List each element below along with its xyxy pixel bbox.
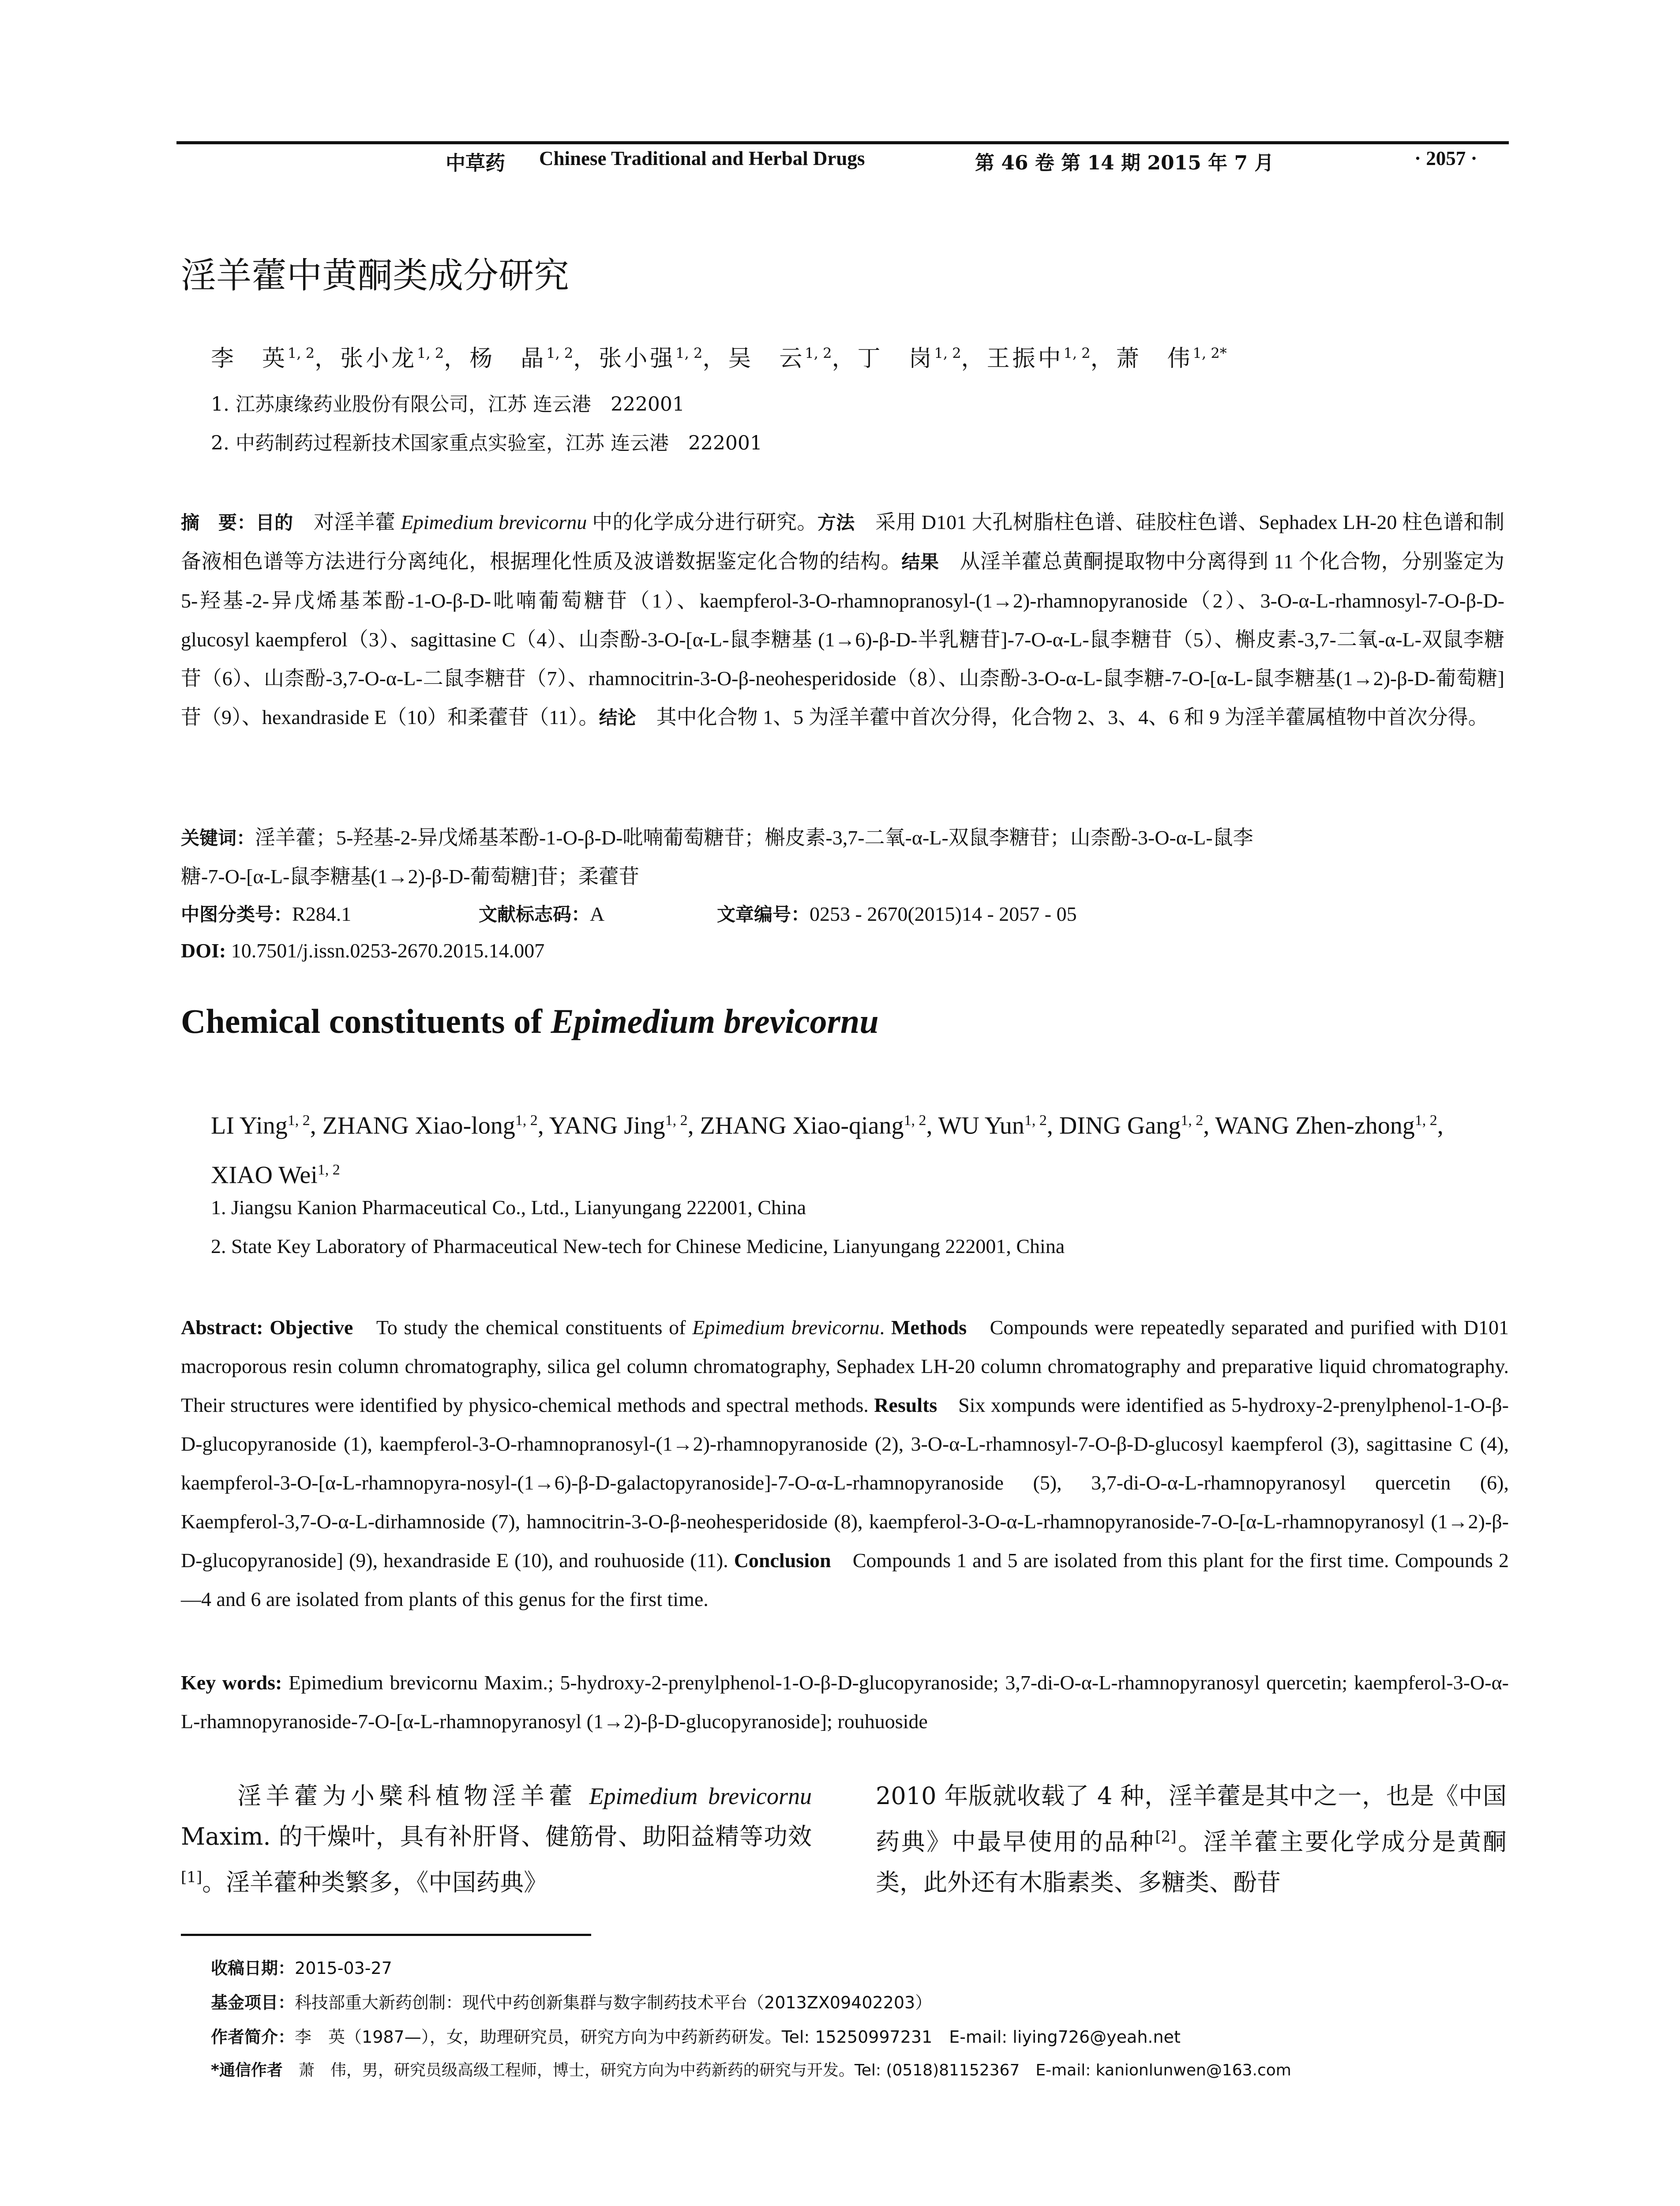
- cn-author-name: 萧 伟: [1116, 345, 1193, 372]
- cn-author-affiliation-mark: 1, 2: [546, 345, 574, 362]
- en-author-affiliation-mark: 1, 2: [1024, 1112, 1047, 1129]
- issue-info: 第 46 卷 第 14 期 2015 年 7 月: [975, 152, 1274, 174]
- en-author-separator: ,: [1046, 1112, 1059, 1140]
- english-affiliation-1: 1. Jiangsu Kanion Pharmaceutical Co., Ltd., Lianyungang 222001, China: [211, 1196, 806, 1219]
- en-author-affiliation-mark: 1, 2: [317, 1161, 340, 1178]
- footnote-rule: [181, 1934, 591, 1936]
- conclusion-text: 其中化合物 1、5 为淫羊藿中首次分得，化合物 2、3、4、6 和 9 为淫羊藿属植物中首次分得。: [636, 706, 1489, 728]
- en-author-separator: ,: [1437, 1112, 1444, 1140]
- objective-label: 目的: [255, 512, 293, 533]
- en-author-separator: ,: [537, 1112, 549, 1140]
- fund-label: 基金项目：: [211, 1993, 295, 2012]
- cn-author-separator: ，: [702, 345, 728, 372]
- journal-name-cn: 中草药: [446, 151, 506, 175]
- en-author-affiliation-mark: 1, 2: [1414, 1112, 1437, 1129]
- en-author-affiliation-mark: 1, 2: [904, 1112, 926, 1129]
- doc-code-label: 文献标志码：: [479, 904, 590, 925]
- en-author-affiliation-mark: 1, 2: [1181, 1112, 1204, 1129]
- results-label: 结果: [901, 551, 939, 573]
- cn-author-separator: ，: [1090, 345, 1116, 372]
- keywords-label: 关键词：: [181, 827, 255, 849]
- author-bio-label: 作者简介：: [211, 2027, 295, 2047]
- english-title-species: Epimedium brevicornu: [551, 1002, 879, 1040]
- en-author-separator: ,: [926, 1112, 938, 1140]
- cn-author-name: 杨 晶: [469, 345, 547, 372]
- cn-author-affiliation-mark: 1, 2*: [1192, 345, 1227, 362]
- english-keywords: [181, 1663, 1509, 1741]
- page-number: · 2057 ·: [1414, 147, 1478, 169]
- article-number-value: 0253 - 2670(2015)14 - 2057 - 05: [810, 903, 1077, 925]
- english-affiliation-2: 2. State Key Laboratory of Pharmaceutical New-tech for Chinese Medicine, Lianyungang 222001, China: [211, 1235, 1065, 1257]
- conclusion-label: 结论: [599, 707, 636, 728]
- english-methods-text: Compounds were repeatedly separated and purified with D101 macroporous resin column chromatography, silica gel column chromatography, Sephadex LH-20 column chromatography and preparative liquid chromatography. Their structures were identified by physico-chemical methods and spectral methods.: [181, 1316, 1509, 1416]
- footnote-corresponding: [211, 2058, 1291, 2080]
- body-column-left: [181, 1776, 812, 1903]
- cn-author-name: 吴 云: [728, 345, 805, 372]
- body-column-right: [876, 1776, 1507, 1903]
- cn-author-affiliation-mark: 1, 2: [1063, 345, 1091, 362]
- en-author-separator: ,: [687, 1112, 700, 1140]
- doi-value: 10.7501/j.issn.0253-2670.2015.14.007: [226, 939, 545, 962]
- en-author-name: WANG Zhen-zhong: [1215, 1112, 1415, 1140]
- en-author-name: YANG Jing: [549, 1112, 665, 1140]
- body-right-end: 。淫羊藿主要化学成分是黄酮类，此外还有木脂素类、多糖类、酚苷: [876, 1828, 1507, 1896]
- cn-author-affiliation-mark: 1, 2: [675, 345, 703, 362]
- abstract-label: 摘 要：: [181, 512, 256, 533]
- english-abstract: [181, 1308, 1509, 1619]
- corresponding-label: *通信作者: [211, 2061, 283, 2079]
- en-author-name: WU Yun: [938, 1112, 1024, 1140]
- english-abstract-label: Abstract: Objective: [181, 1316, 353, 1339]
- citation-ref-2[interactable]: [2]: [1155, 1828, 1177, 1846]
- en-author-name: DING Gang: [1059, 1112, 1181, 1140]
- author-bio-value: 李 英（1987—），女，助理研究员，研究方向为中药新药研发。Tel: 15250997231 E-mail: liying726@yeah.net: [295, 2027, 1181, 2047]
- body-right-text: 2010 年版就收载了 4 种，淫羊藿是其中之一，也是《中国药典》中最早使用的品种: [876, 1782, 1507, 1856]
- cn-author-separator: ，: [573, 345, 599, 372]
- cn-author-affiliation-mark: 1, 2: [934, 345, 961, 362]
- received-value: 2015-03-27: [295, 1958, 392, 1978]
- cn-author-affiliation-mark: 1, 2: [417, 345, 444, 362]
- received-label: 收稿日期：: [211, 1958, 295, 1978]
- results-text: 从淫羊藿总黄酮提取物中分离得到 11 个化合物，分别鉴定为 5-羟基-2-异戊烯基苯酚-1-O-β-D-吡喃葡萄糖苷（1）、kaempferol-3-O-rhamnopranosyl-(1→2)-rhamnopyranoside（2）、3-O-α-L-rhamnosyl-7-O-β-D-glucosyl kaempferol（3）、sagittasine C（4）、山柰酚-3-O-[α-L-鼠李糖基 (1→6)-β-D-半乳糖苷]-7-O-α-L-鼠李糖苷（5）、槲皮素-3,7-二氧-α-L-双鼠李糖苷（6）、山柰酚-3,7-O-α-L-二鼠李糖苷（7）、rhamnocitrin-3-O-β-neohesperidoside（8）、山柰酚-3-O-α-L-鼠李糖-7-O-[α-L-鼠李糖基(1→2)-β-D-葡萄糖] 苷（9）、hexandraside E（10）和柔藿苷（11）。: [181, 550, 1505, 728]
- body-left-text: 淫羊藿为小檗科植物淫羊藿: [181, 1782, 589, 1810]
- english-title: [181, 1002, 879, 1041]
- chinese-affiliation-2: 2. 中药制药过程新技术国家重点实验室，江苏 连云港 222001: [211, 432, 762, 454]
- article-number-line: [717, 900, 1077, 927]
- en-author-name: LI Ying: [211, 1112, 288, 1140]
- english-keywords-label: Key words:: [181, 1671, 282, 1694]
- cn-author-name: 张小龙: [340, 345, 417, 372]
- doi-label: DOI:: [181, 939, 226, 962]
- english-results-text: Six xompunds were identified as 5-hydroxy-2-prenylphenol-1-O-β-D-glucopyranoside (1), kaempferol-3-O-rhamnopranosyl-(1→2)-rhamnopyranoside (2), 3-O-α-L-rhamnosyl-7-O-β-D-glucosyl kaempferol (3), sagittasine C (4), kaempferol-3-O-[α-L-rhamnopyra-nosyl-(1→6)-β-D-galactopyranoside]-7-O-α-L-rhamnopyranoside (5), 3,7-di-O-α-L-rhamnopyranosyl quercetin (6), Kaempferol-3,7-O-α-L-dirhamnoside (7), hamnocitrin-3-O-β-neohesperidoside (8), kaempferol-3-O-α-L-rhamnopyranoside-7-O-[α-L-rhamnopyranosyl (1→2)-β-D-glucopyranoside] (9), hexandraside E (10), and rouhuoside (11).: [181, 1394, 1509, 1572]
- cn-author-affiliation-mark: 1, 2: [805, 345, 832, 362]
- chinese-title: 淫羊藿中黄酮类成分研究: [181, 255, 569, 296]
- cn-author-affiliation-mark: 1, 2: [288, 345, 315, 362]
- objective-text: 对淫羊藿: [293, 511, 401, 533]
- article-number-label: 文章编号：: [717, 904, 810, 925]
- chinese-affiliation-1: 1. 江苏康缘药业股份有限公司，江苏 连云港 222001: [211, 393, 685, 416]
- cn-author-name: 王振中: [986, 345, 1064, 372]
- journal-name-en: Chinese Traditional and Herbal Drugs: [539, 147, 865, 169]
- english-objective-text: To study the chemical constituents of: [353, 1316, 693, 1339]
- chinese-keywords-line-1: [181, 822, 1253, 851]
- en-author-affiliation-mark: 1, 2: [665, 1112, 688, 1129]
- cn-author-name: 丁 岗: [857, 345, 934, 372]
- footnote-received: [211, 1955, 392, 1979]
- english-conclusion-text: Compounds 1 and 5 are isolated from this plant for the first time. Compounds 2—4 and 6 are isolated from plants of this genus for the first time.: [181, 1549, 1509, 1610]
- en-author-affiliation-mark: 1, 2: [515, 1112, 538, 1129]
- fund-value: 科技部重大新药创制：现代中药创新集群与数字制药技术平台（2013ZX09402203）: [295, 1993, 932, 2012]
- cn-author-separator: ，: [444, 345, 470, 372]
- footnote-fund: [211, 1989, 932, 2013]
- cn-author-separator: ，: [315, 345, 341, 372]
- english-methods-label: Methods: [891, 1316, 967, 1339]
- methods-label: 方法: [817, 512, 855, 533]
- english-keywords-text: Epimedium brevicornu Maxim.; 5-hydroxy-2-prenylphenol-1-O-β-D-glucopyranoside; 3,7-di-O-α-L-rhamnopyranosyl quercetin; kaempferol-3-O-α-L-rhamnopyranoside-7-O-[α-L-rhamnopyranosyl (1→2)-β-D-glucopyranoside]; rouhuoside: [181, 1671, 1509, 1733]
- cn-author-name: 张小强: [599, 345, 676, 372]
- methods-text: 采用 D101 大孔树脂柱色谱、硅胶柱色谱、Sephadex LH-20 柱色谱和制备液相色谱等方法进行分离纯化，根据理化性质及波谱数据鉴定化合物的结构。: [181, 511, 1504, 573]
- species-name: Epimedium brevicornu: [401, 511, 587, 533]
- body-species-name: Epimedium brevicornu: [589, 1783, 812, 1809]
- body-left-mid: Maxim. 的干燥叶，具有补肝肾、健筋骨、助阳益精等功效: [181, 1823, 812, 1850]
- en-author-separator: ,: [1203, 1112, 1215, 1140]
- clc-value: R284.1: [292, 903, 352, 925]
- document-code-line: [479, 900, 604, 927]
- citation-ref-1[interactable]: [1]: [181, 1868, 202, 1886]
- clc-label: 中图分类号：: [181, 904, 292, 925]
- en-author-affiliation-mark: 1, 2: [287, 1112, 310, 1129]
- english-results-label: Results: [874, 1394, 938, 1416]
- english-species-name: Epimedium brevicornu: [692, 1316, 880, 1339]
- chinese-authors: [211, 340, 1227, 373]
- keywords-text-1: 淫羊藿；5-羟基-2-异戊烯基苯酚-1-O-β-D-吡喃葡萄糖苷；槲皮素-3,7-二氧-α-L-双鼠李糖苷；山柰酚-3-O-α-L-鼠李: [255, 826, 1253, 849]
- classification-line: [181, 900, 351, 927]
- english-objective-end: .: [879, 1316, 891, 1339]
- cn-author-separator: ，: [961, 345, 987, 372]
- corresponding-value: 萧 伟，男，研究员级高级工程师，博士，研究方向为中药新药的研究与开发。Tel: (0518)81152367 E-mail: kanionlunwen@163.com: [282, 2061, 1291, 2079]
- footnote-author: [211, 2023, 1181, 2048]
- english-title-text: Chemical constituents of: [181, 1002, 551, 1040]
- chinese-abstract: [181, 503, 1504, 737]
- objective-text-end: 中的化学成分进行研究。: [587, 511, 818, 533]
- doc-code-value: A: [590, 903, 605, 925]
- en-author-separator: ,: [310, 1112, 322, 1140]
- en-author-name: ZHANG Xiao-long: [322, 1112, 515, 1140]
- cn-author-separator: ，: [832, 345, 858, 372]
- en-author-name: XIAO Wei: [211, 1161, 318, 1189]
- cn-author-name: 李 英: [211, 345, 288, 372]
- doi-line: [181, 939, 544, 962]
- english-conclusion-label: Conclusion: [734, 1549, 831, 1572]
- en-author-name: ZHANG Xiao-qiang: [700, 1112, 904, 1140]
- english-authors: [211, 1099, 1508, 1197]
- header-rule: [176, 141, 1509, 144]
- body-left-end: 。淫羊藿种类繁多，《中国药典》: [202, 1868, 548, 1896]
- chinese-keywords-line-2: 糖-7-O-[α-L-鼠李糖基(1→2)-β-D-葡萄糖]苷；柔藿苷: [181, 865, 639, 888]
